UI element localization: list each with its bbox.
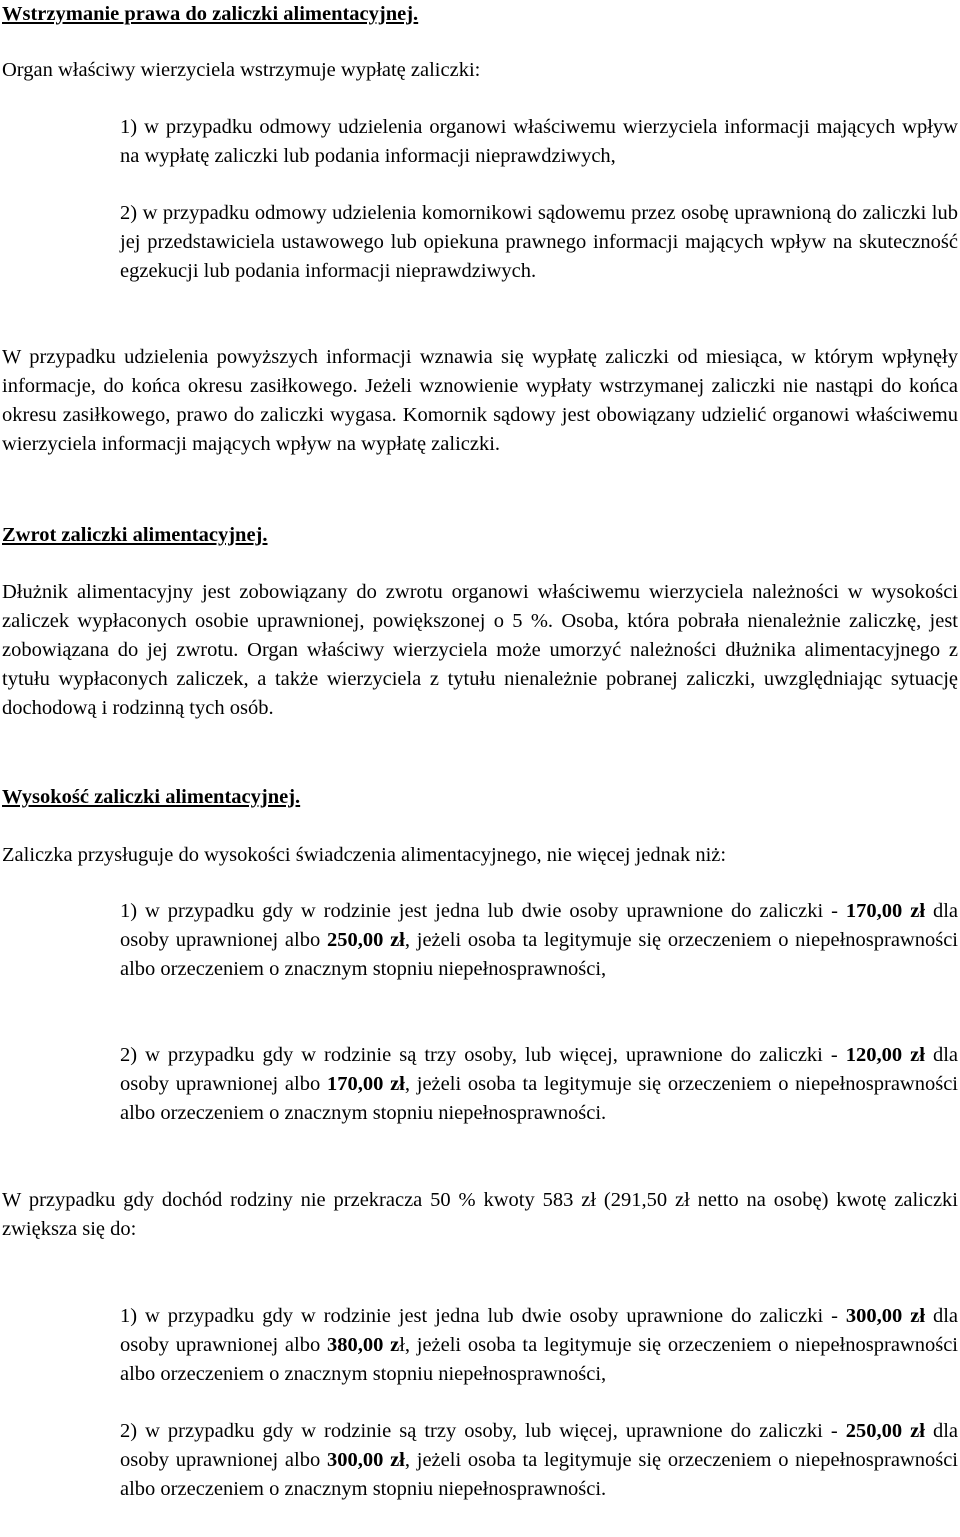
heading-amount: Wysokość zaliczki alimentacyjnej. xyxy=(2,786,301,808)
amount-value: 300,00 zł xyxy=(326,1449,405,1471)
amount-item-lead: 2) w przypadku gdy w rodzinie są trzy osoby, lub więcej, uprawnione do zaliczki - xyxy=(120,1420,846,1442)
amount-item-lead: 1) w przypadku gdy w rodzinie jest jedna lub dwie osoby uprawnione do zaliczki - xyxy=(120,900,846,922)
increase-item-1 xyxy=(120,1302,958,1389)
suspension-paragraph: W przypadku udzielenia powyższych informacji wznawia się wypłatę zaliczki od miesiąca, w którym wpłynęły informacje, do końca okresu zasiłkowego. Jeżeli wznowienie wypłaty wstrzymanej zaliczki nie nastąpi do końca okresu zasiłkowego, prawo do zaliczki wygasa. Komornik sądowy jest obowiązany udzielić organowi właściwemu wierzyciela informacji mających wpływ na wypłatę zaliczki. xyxy=(2,346,958,455)
amount-item-mid: dla osoby uprawnionej albo xyxy=(120,1305,958,1356)
amount-item-tail: , jeżeli osoba ta legitymuje się orzeczeniem o niepełnosprawności albo orzeczeniem o znacznym stopniu niepełnosprawności. xyxy=(120,1449,959,1500)
amount-value: 250,00 zł xyxy=(326,929,405,951)
amount-value: 170,00 zł xyxy=(326,1073,405,1095)
amount-item-tail: , jeżeli osoba ta legitymuje się orzeczeniem o niepełnosprawności albo orzeczeniem o znacznym stopniu niepełnosprawności, xyxy=(120,929,959,980)
amount-item-tail: , jeżeli osoba ta legitymuje się orzeczeniem o niepełnosprawności albo orzeczeniem o znacznym stopniu niepełnosprawności. xyxy=(120,1073,959,1124)
amount-item-mid: dla osoby uprawnionej albo xyxy=(120,1420,958,1471)
amount-item-2 xyxy=(120,1041,958,1128)
amount-item-mid: dla osoby uprawnionej albo xyxy=(120,900,958,951)
amount-value: 170,00 zł xyxy=(845,900,926,922)
refund-paragraph: Dłużnik alimentacyjny jest zobowiązany do zwrotu organowi właściwemu wierzyciela należności w wysokości zaliczek wypłaconych osobie uprawnionej, powiększonej o 5 %. Osoba, która pobrała nienależnie zaliczkę, jest zobowiązana do jej zwrotu. Organ właściwy wierzyciela może umorzyć należności dłużnika alimentacyjnego z tytułu wypłaconych zaliczek, a także wierzyciela z tytułu nienależnie pobranej zaliczki, uwzględniając sytuację dochodową i rodzinną tych osób. xyxy=(2,581,958,719)
amount-value: 380,00 z xyxy=(326,1334,400,1356)
heading-suspension: Wstrzymanie prawa do zaliczki alimentacyjnej. xyxy=(2,3,419,25)
suspension-item-2: 2) w przypadku odmowy udzielenia komornikowi sądowemu przez osobę uprawnioną do zaliczki lub jej przedstawiciela ustawowego lub opiekuna prawnego informacji mających wpływ na skuteczność egzekucji lub podania informacji nieprawdziwych. xyxy=(120,202,958,282)
amount-item-lead: 1) w przypadku gdy w rodzinie jest jedna lub dwie osoby uprawnione do zaliczki - xyxy=(120,1305,846,1327)
amount-item-tail: ł, jeżeli osoba ta legitymuje się orzeczeniem o niepełnosprawności albo orzeczeniem o znacznym stopniu niepełnosprawności, xyxy=(120,1334,958,1385)
amount-item-lead: 2) w przypadku gdy w rodzinie są trzy osoby, lub więcej, uprawnione do zaliczki - xyxy=(120,1044,846,1066)
amount-item-1 xyxy=(120,897,958,984)
amount-value: 250,00 zł xyxy=(845,1420,925,1442)
amount-value: 120,00 zł xyxy=(845,1044,925,1066)
amount-value: 300,00 zł xyxy=(845,1305,926,1327)
heading-refund: Zwrot zaliczki alimentacyjnej. xyxy=(2,524,268,546)
suspension-item-1: 1) w przypadku odmowy udzielenia organowi właściwemu wierzyciela informacji mających wpływ na wypłatę zaliczki lub podania informacji nieprawdziwych, xyxy=(120,116,958,167)
increase-item-2 xyxy=(120,1417,958,1504)
suspension-intro: Organ właściwy wierzyciela wstrzymuje wypłatę zaliczki: xyxy=(2,59,481,81)
amount-item-mid: dla osoby uprawnionej albo xyxy=(120,1044,958,1095)
increase-intro: W przypadku gdy dochód rodziny nie przekracza 50 % kwoty 583 zł (291,50 zł netto na osobę) kwotę zaliczki zwiększa się do: xyxy=(2,1189,958,1240)
amount-intro: Zaliczka przysługuje do wysokości świadczenia alimentacyjnego, nie więcej jednak niż: xyxy=(2,844,727,866)
